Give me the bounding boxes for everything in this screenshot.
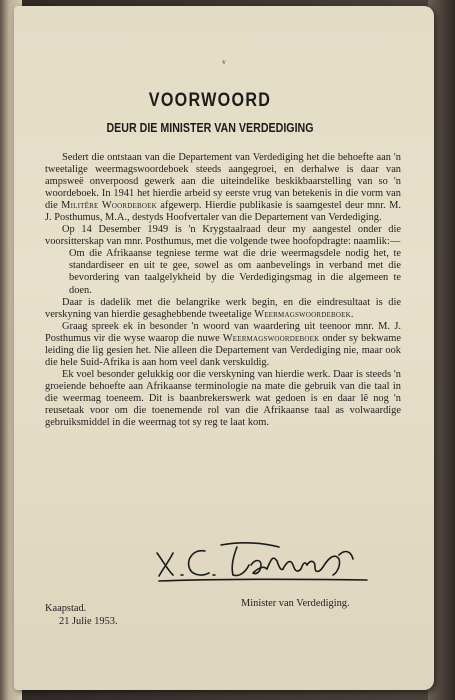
paragraph-2: Op 14 Desember 1949 is 'n Krygstaalraad deur my aangestel onder die voorsitterskap van mnr. Posthumus, met die volgende twee hoofopdragte: naamlik:— (45, 224, 401, 248)
paragraph-1-text-a: Sedert die ontstaan van die Departement van Verdediging het die behoefte aan 'n tweetalige weermagswoordeboek steeds aangegroei, en derhalwe is daar van ampsweë onverpoosd gewerk aan die uiteindelike beskikbaarstelling van so 'n woordeboek. In 1941 het hierdie arbeid sy eerste vrug van betekenis in die vorm van die (45, 152, 401, 212)
paragraph-1-text-b: afgewerp. Hierdie publikasie is saamgestel deur mnr. M. J. Posthumus, M.A., destyds Hoofvertaler van die Departement van Verdediging. (45, 200, 401, 224)
book-page (14, 6, 434, 690)
paragraph-4-text-b: . (350, 308, 354, 320)
military-dictionary-title: Militêre Woordeboek (61, 200, 157, 212)
signoff-place: Kaapstad. (45, 603, 87, 614)
paragraph-5 (45, 321, 401, 369)
handwritten-signature (153, 535, 373, 585)
defence-dictionary-title: Weermagswoordeboek (254, 308, 351, 320)
paragraph-4 (45, 297, 401, 321)
page-number: v (222, 58, 226, 66)
page-subtitle: DEUR DIE MINISTER VAN VERDEDIGING (106, 120, 314, 135)
page-title: VOORWOORD (148, 90, 272, 111)
paragraph-6: Ek voel besonder gelukkig oor die verskyning van hierdie werk. Daar is steeds 'n groeiende behoefte aan Afrikaanse terminologie na mate die gebruik van die taal in die weermag toeneem. Dit is baanbrekerswerk wat gedoen is en daar lê nog 'n reusetaak voor om die toenemende rol van die Afrikaanse taal as volwaardige gebruiksmiddel in die weermag tot sy reg te laat kom. (45, 368, 401, 429)
paragraph-3-quote: Om die Afrikaanse tegniese terme wat die drie weermagsdele nodig het, te standardiseer en uit te gee, sowel as om aanbevelings in verband met die bevordering van taalgelykheid by die Verdedigingsmag in die algemeen te doen. (69, 248, 401, 296)
paragraph-4-text-a: Daar is dadelik met die belangrike werk begin, en die eindresultaat is die verskyning van hierdie gesaghebbende tweetalige (45, 296, 401, 320)
signoff-date: 21 Julie 1953. (59, 616, 118, 627)
defence-dictionary-title-2: Weermagswoordeboek (222, 332, 320, 344)
paragraph-5-text-a: Graag spreek ek in besonder 'n woord van waardering uit teenoor mnr. M. J. Posthumus vir die wyse waarop die nuwe (45, 320, 401, 344)
paragraph-1 (45, 152, 401, 224)
foreword-body (45, 152, 401, 429)
paragraph-5-text-b: onder sy bekwame leiding die lig gesien het. Nie alleen die Departement van Verdediging nie, maar ook die hele Suid-Afrika is aan hom veel dank verskuldig. (45, 332, 401, 368)
signatory-role: Minister van Verdediging. (241, 598, 350, 609)
